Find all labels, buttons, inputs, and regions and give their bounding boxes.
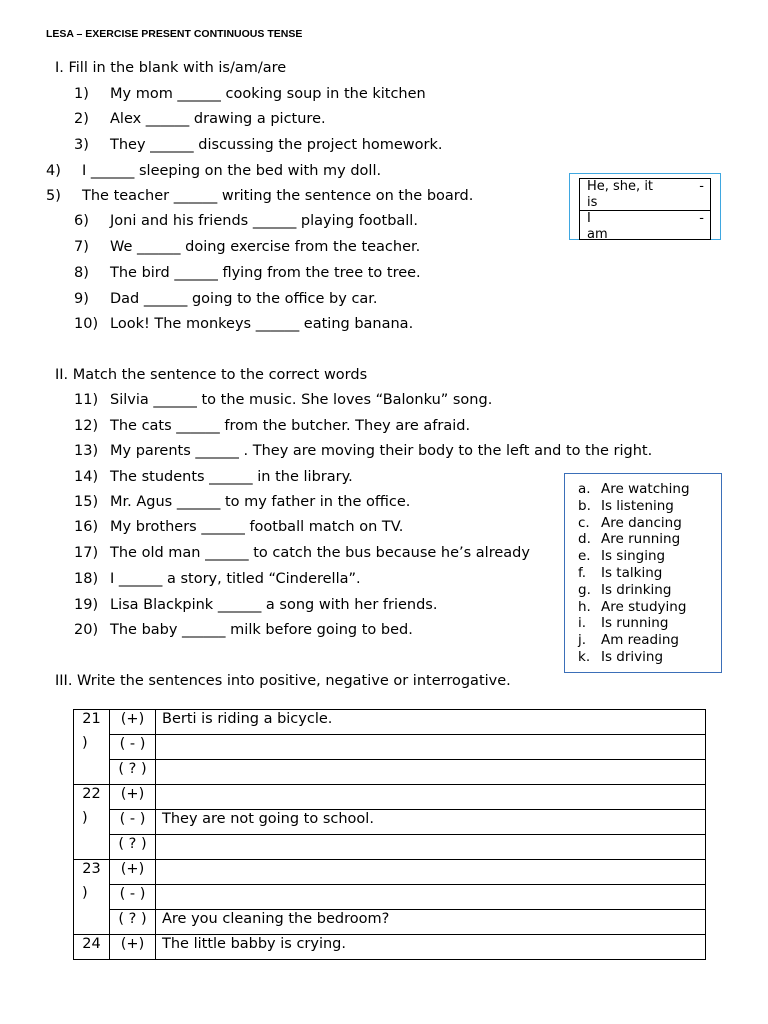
item-text: Silvia ______ to the music. She loves “Balonku” song. [110,392,493,408]
option-text: Is talking [601,565,663,581]
sentence-cell[interactable]: Are you cleaning the bedroom? [156,910,706,935]
item-number: 1) [74,86,89,102]
table-row [74,710,706,735]
item-number: 18) [74,571,99,587]
sentence-type-sign: ( - ) [110,810,156,835]
item-text: Mr. Agus ______ to my father in the office. [110,494,411,510]
item-text: We ______ doing exercise from the teacher. [110,239,421,255]
answer-options-box [564,473,722,673]
sentence-type-sign: (+) [110,860,156,885]
sentence-type-sign: ( - ) [110,735,156,760]
item-number: 19) [74,597,99,613]
item-number: 15) [74,494,99,510]
hint-verb: am [587,227,608,242]
item-text: Alex ______ drawing a picture. [110,111,326,127]
option-text: Is driving [601,649,664,665]
item-number: 12) [74,418,99,434]
sentence-type-sign: ( ? ) [110,835,156,860]
sentence-type-sign: ( - ) [110,885,156,910]
option-text: Are studying [601,598,687,615]
page-title: LESA – EXERCISE PRESENT CONTINUOUS TENSE [46,28,303,40]
question-number [74,710,110,785]
sentence-cell[interactable] [156,885,706,910]
option-text: Am reading [601,632,679,649]
option-letter: c. [578,514,590,531]
option-text: Is listening [601,497,674,514]
sentence-cell[interactable] [156,785,706,810]
option-text: Are watching [601,481,690,497]
option-letter: i. [578,615,587,632]
hint-verb: is [587,195,598,210]
sentence-type-sign: ( ? ) [110,760,156,785]
option-letter: a. [578,481,591,497]
table-row [74,760,706,785]
option-text: Are dancing [601,514,682,531]
question-number-bottom: ) [82,810,88,826]
section-3-heading: III. Write the sentences into positive, negative or interrogative. [55,673,511,689]
table-row [74,860,706,885]
item-number: 13) [74,443,99,459]
question-number-top: 23 [82,861,101,877]
item-text: My brothers ______ football match on TV. [110,519,404,535]
question-number-top: 24 [82,936,101,952]
item-text: The bird ______ flying from the tree to tree. [110,265,421,281]
hint-dash: - [699,211,704,226]
item-number: 9) [74,291,89,307]
question-number [74,860,110,935]
question-number [74,785,110,860]
table-row [74,885,706,910]
option-letter: d. [578,531,591,548]
table-row [74,735,706,760]
option-letter: k. [578,649,591,665]
sentence-type-sign: (+) [110,935,156,960]
sentence-type-sign: ( ? ) [110,910,156,935]
table-row [74,910,706,935]
item-text: They ______ discussing the project homework. [110,137,443,153]
item-number: 3) [74,137,89,153]
option-letter: h. [578,598,591,615]
sentence-cell[interactable] [156,760,706,785]
question-number-bottom: ) [82,885,88,901]
transformation-table [73,709,706,960]
item-text: My parents ______ . They are moving their body to the left and to the right. [110,443,653,459]
question-number-top: 21 [82,711,101,727]
item-number: 7) [74,239,89,255]
item-text: Look! The monkeys ______ eating banana. [110,316,414,332]
sentence-type-sign: (+) [110,785,156,810]
table-row [74,810,706,835]
question-number-top: 22 [82,786,101,802]
hint-row [580,210,710,241]
item-text: The cats ______ from the butcher. They are afraid. [110,418,471,434]
table-row [74,835,706,860]
option-letter: b. [578,497,591,514]
sentence-cell[interactable] [156,735,706,760]
item-number: 2) [74,111,89,127]
table-row [74,935,706,960]
item-number: 16) [74,519,99,535]
item-text: Lisa Blackpink ______ a song with her friends. [110,597,438,613]
hint-row [580,179,710,210]
sentence-type-sign: (+) [110,710,156,735]
hint-dash: - [699,179,704,194]
item-text: The teacher ______ writing the sentence on the board. [82,188,474,204]
option-letter: e. [578,548,591,565]
option-letter: j. [578,632,587,649]
item-number: 8) [74,265,89,281]
table-row [74,785,706,810]
section-2-heading: II. Match the sentence to the correct words [55,367,368,383]
sentence-cell[interactable]: Berti is riding a bicycle. [156,710,706,735]
option-letter: g. [578,581,591,598]
item-text: My mom ______ cooking soup in the kitchen [110,86,426,102]
item-number: 14) [74,469,99,485]
option-text: Is running [601,615,669,632]
section-1-heading: I. Fill in the blank with is/am/are [55,60,287,76]
item-number: 10) [74,316,99,332]
option-text: Are running [601,531,681,548]
item-number: 20) [74,622,99,638]
item-text: The old man ______ to catch the bus because he’s already [110,545,530,561]
sentence-cell[interactable] [156,835,706,860]
option-text: Is drinking [601,581,672,598]
option-text: Is singing [601,548,666,565]
hint-subject: I [587,211,591,226]
item-number: 6) [74,213,89,229]
item-number: 4) [46,163,61,179]
item-text: I ______ a story, titled “Cinderella”. [110,571,361,587]
hint-box [579,178,711,240]
question-number [74,935,110,960]
item-text: The baby ______ milk before going to bed. [110,622,413,638]
option-letter: f. [578,565,587,581]
hint-subject: He, she, it [587,179,654,194]
item-text: Joni and his friends ______ playing football. [110,213,418,229]
sentence-cell[interactable]: They are not going to school. [156,810,706,835]
item-number: 11) [74,392,99,408]
item-text: Dad ______ going to the office by car. [110,291,378,307]
item-text: The students ______ in the library. [110,469,353,485]
item-number: 17) [74,545,99,561]
sentence-cell[interactable] [156,860,706,885]
question-number-bottom: ) [82,735,88,751]
sentence-cell[interactable]: The little babby is crying. [156,935,706,960]
item-number: 5) [46,188,61,204]
item-text: I ______ sleeping on the bed with my doll. [82,163,382,179]
